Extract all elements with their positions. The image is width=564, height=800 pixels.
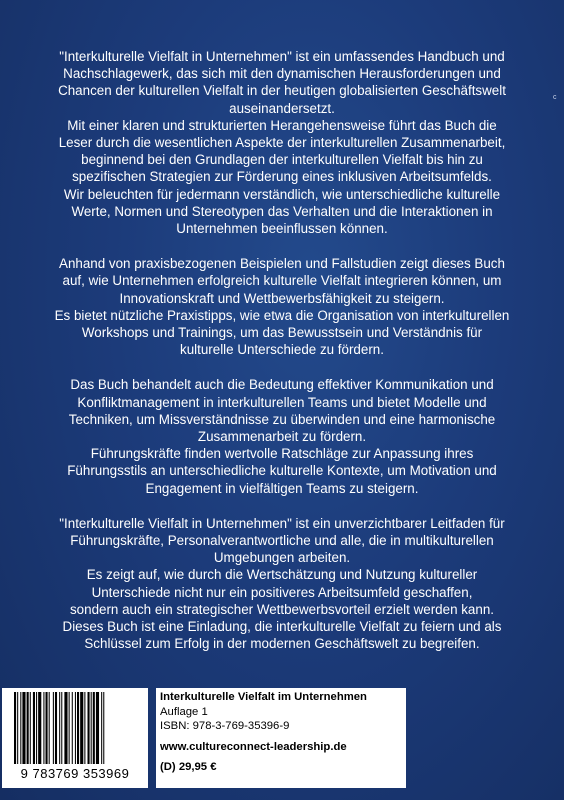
blurb-line: Techniken, um Missverständnisse zu überwinden und eine harmonische xyxy=(68,411,496,427)
blurb-line: Dieses Buch ist eine Einladung, die interkulturelle Vielfalt zu feiern und als xyxy=(62,619,502,635)
blurb-line: auseinandersetzt. xyxy=(229,100,335,116)
blurb-line: Zusammenarbeit zu fördern. xyxy=(197,429,367,445)
edge-mark: c xyxy=(553,94,557,101)
imprint-edition: Auflage 1 xyxy=(160,705,208,718)
blurb-line: Das Buch behandelt auch die Bedeutung effektiver Kommunikation und xyxy=(70,377,494,393)
blurb-line: Führungskräfte, Personalverantwortliche und alle, die in multikulturellen xyxy=(70,533,494,549)
blurb-line: Unternehmen beeinflussen können. xyxy=(176,221,388,237)
blurb-line: sondern auch ein strategischer Wettbewerbsvorteil erzielt werden kann. xyxy=(69,601,494,617)
blurb-line: Wir beleuchten für jedermann verständlich, wie unterschiedliche kulturelle xyxy=(63,186,501,202)
blurb-paragraph xyxy=(22,376,542,496)
blurb-line: Unterschiede nicht nur ein positiveres Arbeitsumfeld geschaffen, xyxy=(91,584,473,600)
blurb-line: Führungskräfte finden wertvolle Ratschläge zur Anpassung ihres xyxy=(90,446,474,462)
blurb-line: Innovationskraft und Wettbewerbsfähigkeit zu steigern. xyxy=(119,290,445,306)
blurb-line: Es zeigt auf, wie durch die Wertschätzung und Nutzung kultureller xyxy=(86,567,478,583)
blurb-line: "Interkulturelle Vielfalt in Unternehmen" ist ein umfassendes Handbuch und xyxy=(59,49,505,64)
blurb-paragraph xyxy=(22,255,542,358)
blurb-line: "Interkulturelle Vielfalt in Unternehmen" ist ein unverzichtbarer Leitfaden für xyxy=(59,515,505,531)
imprint-price: (D) 29,95 € xyxy=(160,761,217,773)
imprint-title: Interkulturelle Vielfalt im Unternehmen xyxy=(160,691,367,703)
blurb-paragraph xyxy=(22,515,542,653)
blurb-line: Workshops und Trainings, um das Bewusstsein und Verständnis für xyxy=(81,325,483,341)
barcode-bars xyxy=(10,692,140,766)
blurb-line: spezifischen Strategien zur Förderung eines inklusiven Arbeitsumfelds. xyxy=(72,169,492,185)
blurb-line: auf, wie Unternehmen erfolgreich kulturelle Vielfalt integrieren können, um xyxy=(62,273,502,289)
blurb-line: Umgebungen arbeiten. xyxy=(213,550,351,566)
blurb-line: Führungsstils an unterschiedliche kulturelle Kontexte, um Motivation und xyxy=(67,463,497,479)
imprint-box xyxy=(156,688,406,788)
blurb-line: Werte, Normen und Stereotypen das Verhalten und die Interaktionen in xyxy=(71,203,493,219)
blurb-line: Engagement in vielfältigen Teams zu steigern. xyxy=(145,480,419,496)
imprint-website: www.cultureconnect-leadership.de xyxy=(160,740,347,753)
barcode-digits: 9 783769 353969 xyxy=(20,766,130,781)
blurb-line: Mit einer klaren und strukturierten Herangehensweise führt das Buch die xyxy=(67,117,497,133)
blurb-line: Es bietet nützliche Praxistipps, wie etwa die Organisation von interkulturellen xyxy=(54,307,510,323)
blurb-line: kulturelle Unterschiede zu fördern. xyxy=(180,342,384,358)
blurb-paragraph xyxy=(22,48,542,237)
blurb-line: Leser durch die wesentlichen Aspekte der interkulturellen Zusammenarbeit, xyxy=(58,135,506,151)
blurb-line: Nachschlagewerk, das sich mit den dynamischen Herausforderungen und xyxy=(63,66,501,82)
blurb-text xyxy=(22,48,542,671)
blurb-line: Konfliktmanagement in interkulturellen Teams und bietet Modelle und xyxy=(77,394,487,410)
blurb-line: Anhand von praxisbezogenen Beispielen und Fallstudien zeigt dieses Buch xyxy=(59,256,505,272)
blurb-line: Chancen der kulturellen Vielfalt in der heutigen globalisierten Geschäftswelt xyxy=(58,83,506,99)
barcode xyxy=(2,688,148,788)
imprint-isbn: ISBN: 978-3-769-35396-9 xyxy=(160,720,290,732)
blurb-line: Schlüssel zum Erfolg in der modernen Geschäftswelt zu begreifen. xyxy=(84,636,480,652)
blurb-line: beginnend bei den Grundlagen der interkulturellen Vielfalt bis hin zu xyxy=(81,152,483,168)
